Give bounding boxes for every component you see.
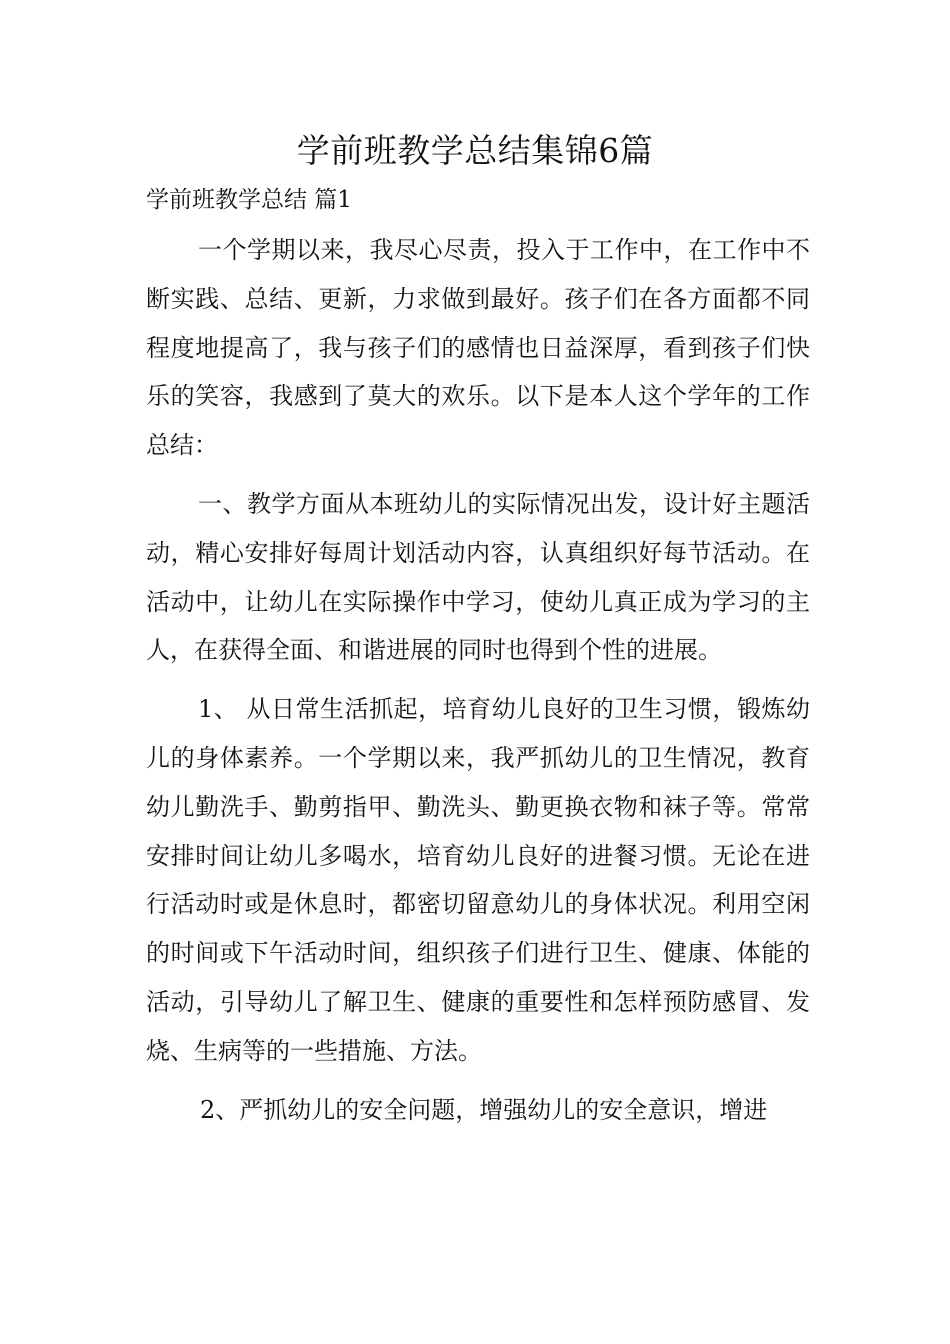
paragraph-intro: 一个学期以来，我尽心尽责，投入于工作中，在工作中不断实践、总结、更新，力求做到最好。孩子们在各方面都不同程度地提高了，我与孩子们的感情也日益深厚，看到孩子们快乐的笑容，我感到了莫大的欢乐。以下是本人这个学年的工作总结： [146, 236, 810, 460]
section-heading: 学前班教学总结 篇1 [146, 187, 352, 213]
paragraph-safety: 2、严抓幼儿的安全问题，增强幼儿的安全意识，增进 [200, 1095, 768, 1124]
paragraph-hygiene: 1、 从日常生活抓起，培育幼儿良好的卫生习惯，锻炼幼儿的身体素养。一个学期以来，我严抓幼儿的卫生情况，教育幼儿勤洗手、勤剪指甲、勤洗头、勤更换衣物和袜子等。常常安排时间让幼儿多喝水，培育幼儿良好的进餐习惯。无论在进行活动时或是休息时，都密切留意幼儿的身体状况。利用空闲的时间或下午活动时间，组织孩子们进行卫生、健康、体能的活动，引导幼儿了解卫生、健康的重要性和怎样预防感冒、发烧、生病等的一些措施、方法。 [146, 695, 810, 1065]
document-title: 学前班教学总结集锦6篇 [296, 131, 654, 170]
paragraph-teaching: 一、教学方面从本班幼儿的实际情况出发，设计好主题活动，精心安排好每周计划活动内容，认真组织好每节活动。在活动中，让幼儿在实际操作中学习，使幼儿真正成为学习的主人，在获得全面、和谐进展的同时也得到个性的进展。 [146, 489, 810, 665]
document-body [146, 226, 810, 1144]
